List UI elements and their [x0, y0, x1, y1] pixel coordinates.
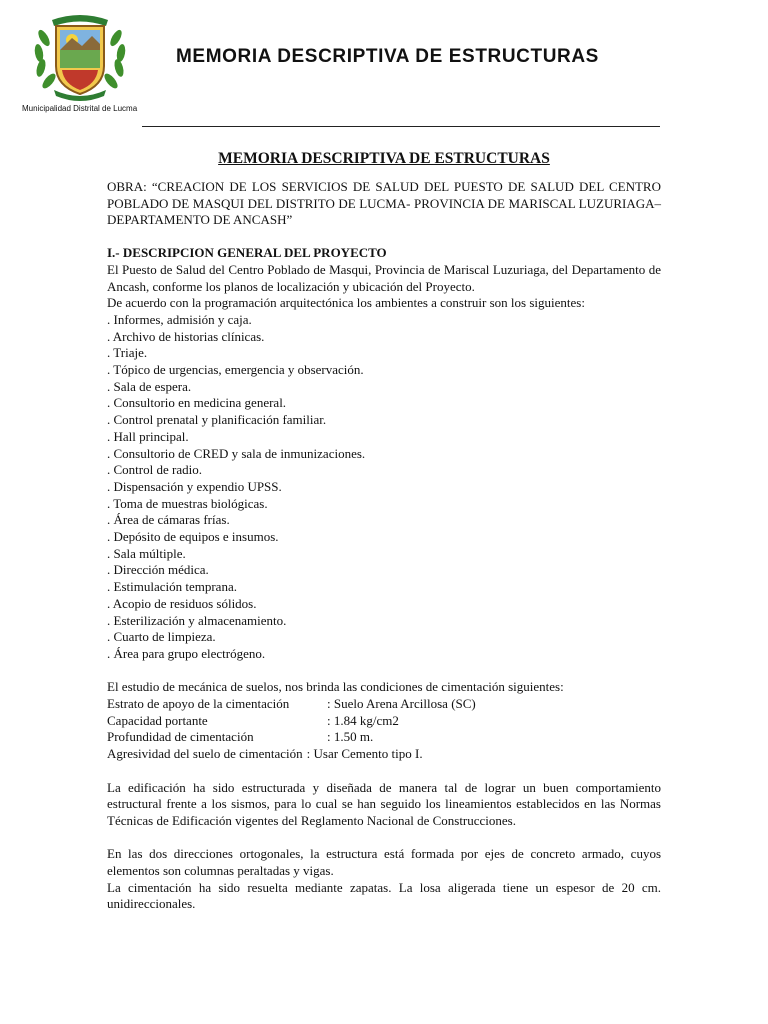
list-item: . Sala múltiple.	[107, 545, 186, 561]
suelo-value: : 1.84 kg/cm2	[327, 712, 399, 728]
estructura-paragraph: La cimentación ha sido resuelta mediante zapatas. La losa aligerada tiene un espesor de 20 cm. unidireccionales.	[107, 879, 661, 912]
suelo-label: Estrato de apoyo de la cimentación	[107, 696, 290, 712]
municipality-name: Municipalidad Distrital de Lucma	[22, 104, 138, 113]
list-item: . Depósito de equipos e insumos.	[107, 529, 279, 545]
suelos-intro: El estudio de mecánica de suelos, nos brinda las condiciones de cimentación siguientes:	[107, 679, 564, 695]
section-heading: I.- DESCRIPCION GENERAL DEL PROYECTO	[107, 245, 387, 261]
ambientes-intro: De acuerdo con la programación arquitectónica los ambientes a construir son los siguientes:	[107, 295, 585, 311]
obra-description: OBRA: “CREACION DE LOS SERVICIOS DE SALUD DEL PUESTO DE SALUD DEL CENTRO POBLADO DE MASQUI DEL DISTRITO DE LUCMA- PROVINCIA DE MARISCAL LUZURIAGA– DEPARTAMENTO DE ANCASH”	[107, 179, 661, 228]
estructura-paragraph: En las dos direcciones ortogonales, la estructura está formada por ejes de concreto armado, cuyos elementos son columnas peraltadas y vigas.	[107, 846, 661, 879]
list-item: . Dispensación y expendio UPSS.	[107, 478, 282, 494]
list-item: . Consultorio de CRED y sala de inmunizaciones.	[107, 445, 366, 461]
estructura-paragraph: La edificación ha sido estructurada y diseñada de manera tal de lograr un buen comportamiento estructural frente a los sismos, para lo cual se han seguido los lineamientos establecidos en las Normas Técnicas de Edificación vigentes del Reglamento Nacional de Construcciones.	[107, 779, 661, 828]
list-item: . Dirección médica.	[107, 562, 209, 578]
document-title: MEMORIA DESCRIPTIVA DE ESTRUCTURAS	[218, 150, 550, 167]
list-item: . Informes, admisión y caja.	[107, 311, 252, 327]
list-item: . Esterilización y almacenamiento.	[107, 612, 287, 628]
intro-paragraph: El Puesto de Salud del Centro Poblado de Masqui, Provincia de Mariscal Luzuriaga, del Departamento de Ancash, conforme los planos de localización y ubicación del Proyecto.	[107, 261, 661, 294]
suelo-value: : Suelo Arena Arcillosa (SC)	[327, 696, 476, 712]
header-divider	[142, 126, 660, 127]
suelo-row	[107, 729, 661, 746]
list-item: . Tópico de urgencias, emergencia y observación.	[107, 362, 364, 378]
list-item: . Hall principal.	[107, 428, 189, 444]
list-item: . Estimulación temprana.	[107, 579, 237, 595]
list-item: . Acopio de residuos sólidos.	[107, 595, 257, 611]
list-item: . Archivo de historias clínicas.	[107, 328, 265, 344]
list-item: . Toma de muestras biológicas.	[107, 495, 268, 511]
list-item: . Control de radio.	[107, 462, 202, 478]
suelo-row	[107, 746, 661, 763]
list-item: . Cuarto de limpieza.	[107, 629, 216, 645]
list-item: . Área de cámaras frías.	[107, 512, 230, 528]
list-item: . Triaje.	[107, 345, 148, 361]
list-item: . Control prenatal y planificación familiar.	[107, 412, 327, 428]
municipal-crest-icon	[30, 8, 130, 104]
header-title: MEMORIA DESCRIPTIVA DE ESTRUCTURAS	[176, 46, 599, 67]
suelo-label: Agresividad del suelo de cimentación	[107, 746, 303, 762]
suelo-row	[107, 696, 661, 713]
list-item: . Consultorio en medicina general.	[107, 395, 287, 411]
list-item: . Sala de espera.	[107, 378, 192, 394]
suelo-value: : Usar Cemento tipo I.	[306, 746, 423, 762]
ambientes-list	[107, 312, 661, 663]
suelo-label: Profundidad de cimentación	[107, 729, 254, 745]
list-item: . Área para grupo electrógeno.	[107, 645, 266, 661]
document-body	[107, 179, 661, 913]
suelo-row	[107, 713, 661, 730]
suelo-label: Capacidad portante	[107, 712, 208, 728]
suelo-value: : 1.50 m.	[327, 729, 374, 745]
